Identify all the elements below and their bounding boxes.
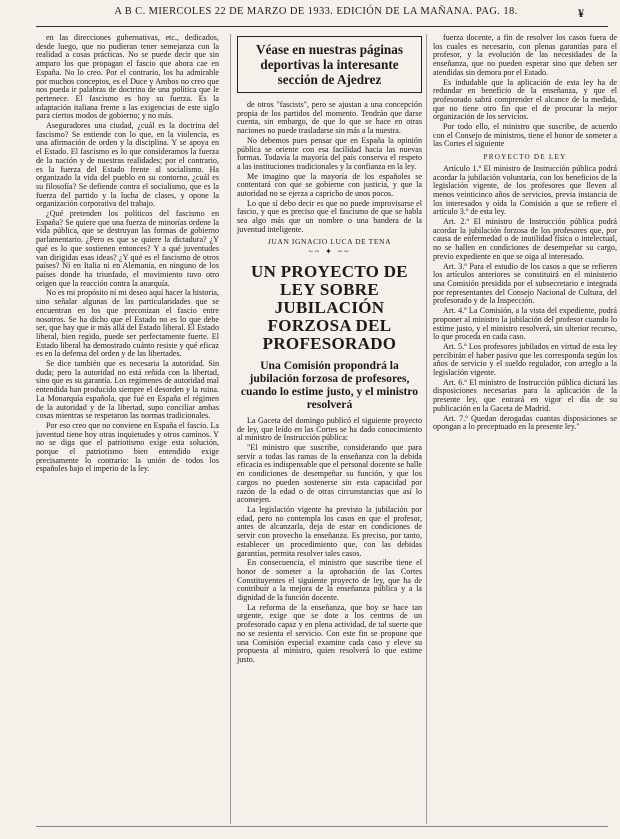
paragraph: La Gaceta del domingo publicó el siguiente proyecto de ley, que leído en las Cortes se ha dado conocimiento al ministro de Instrucción pública: (237, 415, 422, 443)
page-header: A B C. MIERCOLES 22 DE MARZO DE 1933. EDICIÓN DE LA MAÑANA. PAG. 18. (114, 6, 518, 17)
paragraph: Es indudable que la aplicación de esta ley ha de redundar en beneficio de la enseñanza, y que el profesorado sabrá comprender el alcance de la medida, que no tiene otro fin que el de procurar la mejor organización de los servicios. (433, 77, 617, 122)
law-article: Art. 2.º El ministro de Instrucción pública podrá acordar la jubilación forzosa de los profesores que, por causa de enfermedad o de inutilidad física o intelectual, no se hallen en condiciones de desempeñar su cargo, previo expediente en que se oiga al interesado. (433, 217, 617, 261)
page-mark: ¥ (578, 6, 584, 20)
law-article: Art. 7.º Quedan derogadas cuantas disposiciones se opongan a lo preceptuado en la presente ley." (433, 413, 617, 432)
footer-rule (36, 826, 608, 833)
law-article: Art. 6.º El ministro de Instrucción pública dictará las disposiciones necesarias para la aplicación de la presente ley, que entrará en vigor el día de su publicación en la Gaceta de Madrid. (433, 377, 617, 413)
article-headline: UN PROYECTO DE LEY SOBRE JUBILACIÓN FORZOSA DEL PROFESORADO (251, 261, 408, 353)
law-article: Artículo 1.º El ministro de Instrucción pública podrá acordar la jubilación voluntaria, con los beneficios de la legislación vigente, de los profesores que lleven al menos veinticinco años de servicios, previa instancia de los interesados y oída la Comisión a que se refiere el artículo 3.º de esta ley. (433, 163, 617, 217)
paragraph: En consecuencia, el ministro que suscribe tiene el honor de someter a la aprobación de las Cortes Constituyentes el siguiente proyecto de ley, que ha de contribuir a la mejora de la enseñanza pública y a la dignidad de la función docente. (237, 558, 422, 603)
paragraph: Aseguradores una ciudad, ¿cuál es la doctrina del fascismo? Se entiende con lo que, en la violencia, es una afirmación de orden y la disciplina. Y se apoya en el Estado. El fascismo es lo que consideramos la fuerza de la nación y de nuestras realidades; por el contrario, es la fuerza del Estado frente al socialismo. Ha organizado la vida del pueblo en su contorno, ¿cuál es su filosofía? Se defiende contra el socialismo, que es la fuerza del partido y la lucha de clases, y opone la organización corporativa del trabajo. (36, 121, 219, 209)
paragraph: La legislación vigente ha previsto la jubilación por edad, pero no contempla los casos en que el profesor, antes de alcanzarla, deja de estar en condiciones de servir con provecho la enseñanza. Es preciso, por tanto, establecer un procedimiento que, con las debidas garantías, permita resolver tales casos. (237, 504, 422, 558)
paragraph: Por eso creo que no conviene en España el fascio. La juventud tiene hoy otras inquietudes y otros caminos. Y no se diga que el patriotismo exige esta solución, porque el patriotismo bien entendido exige precisamente lo contrario: la unión de todos los españoles bajo el imperio de la ley. (36, 420, 219, 474)
law-article: Art. 3.º Para el estudio de los casos a que se refieren los artículos anteriores se constituirá en el ministerio una Comisión presidida por el subsecretario e integrada por representantes del Consejo Nacional de Cultura, del profesorado y de la Inspección. (433, 261, 617, 306)
paragraph: Me imagino que la mayoría de los españoles se contentará con que se gobierne con justicia, y que la autoridad no se ejerza a capricho de unos pocos. (237, 171, 422, 199)
law-article: Art. 4.º La Comisión, a la vista del expediente, podrá proponer al ministro la jubilación del profesor cuando lo estime justo, y el ministro resolverá, sin ulterior recurso, lo que proceda en cada caso. (433, 306, 617, 342)
law-article: Art. 5.º Los profesores jubilados en virtud de esta ley percibirán el haber pasivo que les corresponda según los años de servicio y el sueldo regulador, con arreglo a la legislación vigente. (433, 341, 617, 378)
section-title: PROYECTO DE LEY (483, 153, 567, 162)
article-signature: JUAN IGNACIO LUCA DE TENA (267, 236, 392, 246)
paragraph: en las direcciones gubernativas, etc., dedicados, desde luego, que no pudieran tener semejanza con la realidad a cosas prácticas. No se puede decir que sin amparo los que propagan el fascio que ahora cae en España. No lo creo. Por el contrario, los ha admirable por muchos conceptos, es el Duce y Ambos no creo que nos pueda ir palabras de doctrina de una política que le pertenece. El fascismo es hoy su fuerza. Es la adaptación italiana frente a las exigencias de este siglo para ciertos modos de gobierno; y no más. (36, 34, 219, 121)
paragraph: No es mi propósito ni mi deseo aquí hacer la historia, sino señalar algunas de las particularidades que se encuentran en los que preconizan el fascio entre nosotros. Se ha dicho que el Estado no es lo que debe ser, que hay que ir más allá del Estado liberal. El Estado liberal, bien regido, puede ser perfectamente fuerte. El Estado liberal ha demostrado cuánto resiste y qué eficaz es en la defensa del orden y de las libertades. (36, 288, 219, 359)
paragraph: ¿Qué pretenden los políticos del fascismo en España? Se quiere que una fuerza de minorías ordene la vida pública, que se destruyan las formas de gobierno parlamentario. ¿Pero es que se quiere la dictadura? ¿Y qué es lo que sostienen entonces? Y a qué juventudes van dirigidas esas ideas? ¿Y qué es el fascismo de otros países? Ni en Italia ni en Alemania, en ninguno de los países donde ha triunfado, el movimiento tuvo otro origen que la reacción contra la anarquía. (36, 209, 219, 288)
paragraph: Se dice también que es necesaria la autoridad. Sin duda; pero la autoridad no está reñida con la libertad, sino que es su garantía. Los regímenes de autoridad mal entendida han producido siempre el desorden y la ruina. La Monarquía española, que fué en España el régimen de la autoridad y de la libertad, supo conciliar ambas cosas mientras se respetaron las normas tradicionales. (36, 359, 219, 421)
column-left (36, 34, 219, 824)
paragraph: La reforma de la enseñanza, que hoy se hace tan urgente, exige que se dote a los centros de un profesorado capaz y en plena actividad, de tal suerte que no se resienta el servicio. Con este fin se propone que una Comisión especial examine cada caso y eleve su propuesta al ministro, quien resolverá lo que estime justo. (237, 602, 422, 664)
chess-notice-box: Véase en nuestras páginas deportivas la interesante sección de Ajedrez (237, 36, 422, 93)
column-right (426, 34, 617, 824)
paragraph: Por todo ello, el ministro que suscribe, de acuerdo con el Consejo de ministros, tiene el honor de someter a las Cortes el siguiente (433, 122, 617, 149)
paragraph: "El ministro que suscribe, considerando que para servir a todas las ramas de la enseñanza con la debida eficacia es indispensable que el personal docente se halle en condiciones de desempeñar su función, y que los cargos no pueden sostenerse sin esta capacidad por razón de la edad o de otras circunstancias que así lo aconsejen. (237, 443, 422, 505)
paragraph: Lo que sí debo decir es que no puede improvisarse el fascio, y que es preciso que el fascismo de que se habla sea algo más que un nombre o una bandera de la juventud inteligente. (237, 198, 422, 234)
paragraph: fuerza docente, a fin de resolver los casos fuera de los cuales es necesario, con plenas garantías para el profesor, y la evolución de las necesidades de la enseñanza, que no pueden esperar sino que deben ser atendidas sin demora por el Estado. (433, 34, 617, 77)
paragraph: de otros "fascists", pero se ajustan a una concepción propia de los partidos del momento. Tendrán que darse cuenta, sin embargo, de que lo que se hace en otras naciones no puede trasladarse sin más a la nuestra. (237, 100, 422, 136)
paragraph: No debemos pues pensar que en España la opinión pública se oriente con esa facilidad hacia las nuevas formas. Todavía la mayoría del país conserva el respeto a las instituciones tradicionales y la confianza en la ley. (237, 135, 422, 171)
ornament-divider: ~~ ✦ ~~ (308, 247, 351, 257)
column-middle (230, 34, 422, 824)
article-subheadline: Una Comisión propondrá la jubilación forzosa de profesores, cuando lo estime justo, y el ministro resolverá (240, 358, 419, 411)
header-rule (36, 26, 608, 27)
